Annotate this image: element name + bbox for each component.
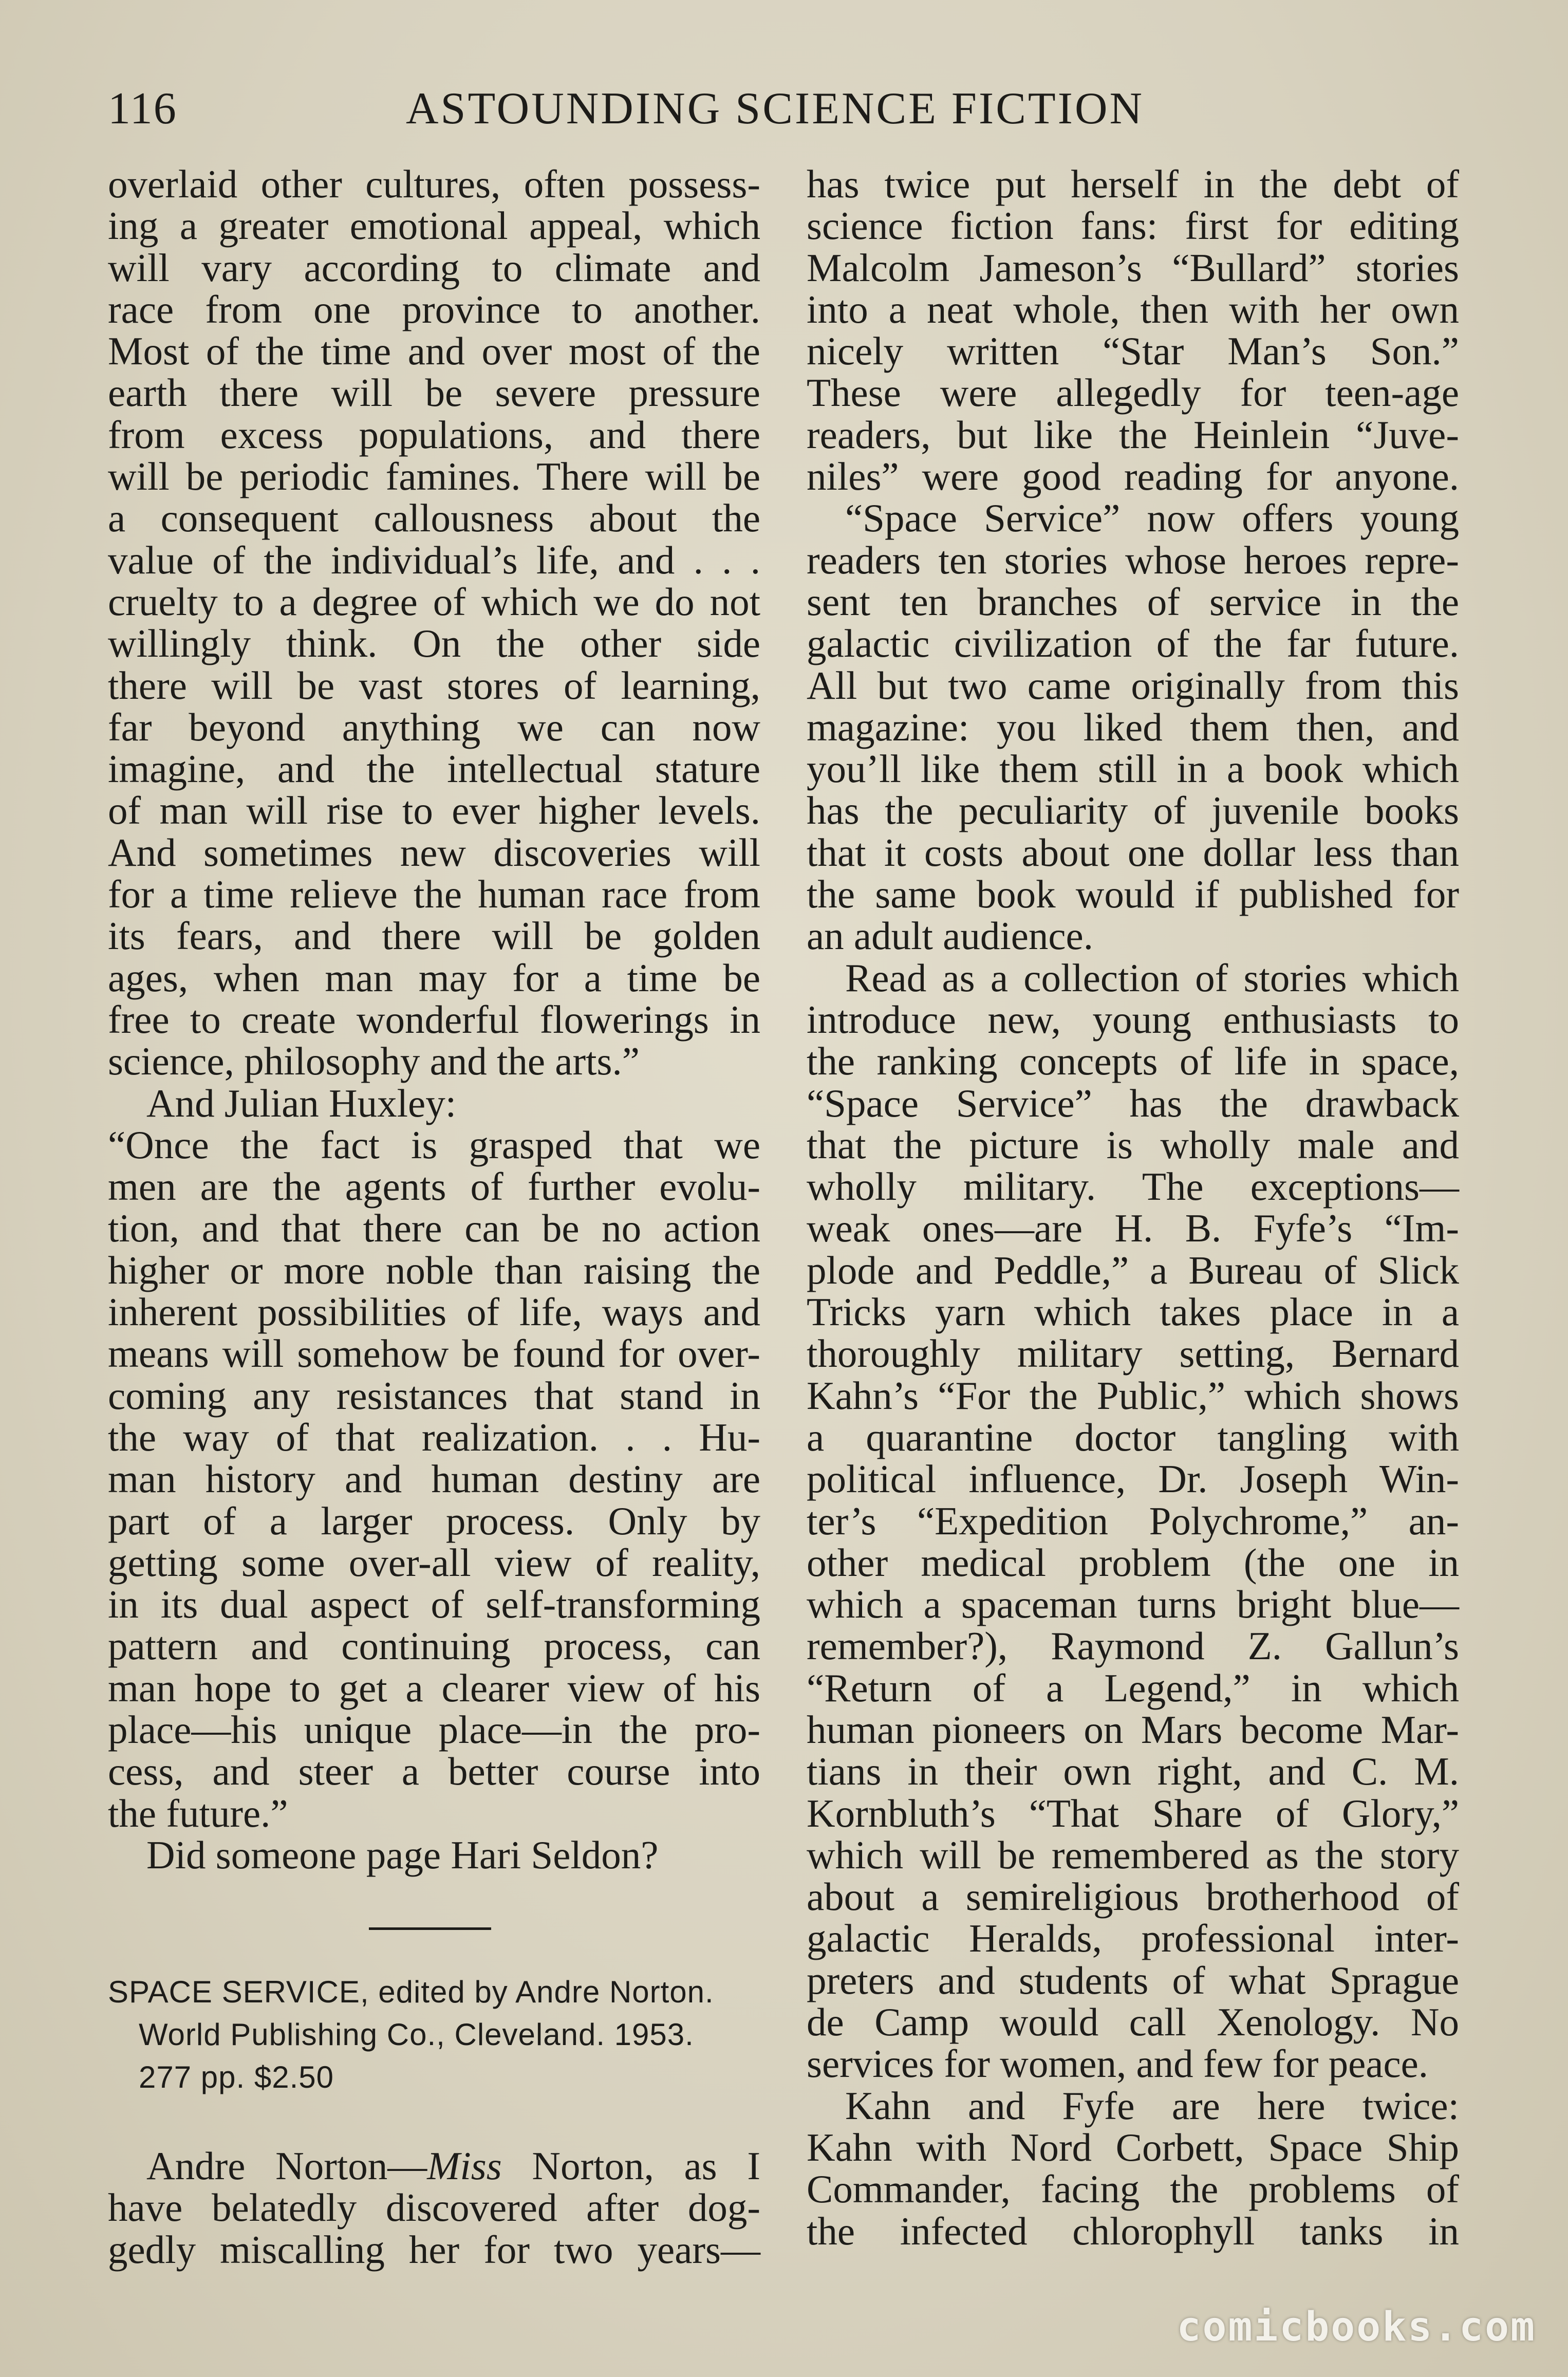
text-line: overlaid other cultures, often possess- bbox=[108, 162, 760, 206]
text-line: imagine, and the intellectual stature bbox=[108, 747, 760, 791]
text-line: “Once the fact is grasped that we bbox=[108, 1122, 760, 1167]
left-column-text bbox=[108, 163, 760, 1876]
text-line: Tricks yarn which takes place in a bbox=[807, 1290, 1459, 1334]
text-line: tians in their own right, and C. M. bbox=[807, 1749, 1459, 1794]
text-line: has twice put herself in the debt of bbox=[807, 162, 1459, 206]
text-line: All but two came originally from this bbox=[807, 663, 1459, 708]
text-line: cruelty to a degree of which we do not bbox=[108, 579, 760, 624]
text-line: into a neat whole, then with her own bbox=[807, 287, 1459, 331]
text-line: from excess populations, and there bbox=[108, 412, 760, 457]
text-line: galactic civilization of the far future. bbox=[807, 621, 1459, 666]
text-line: a quarantine doctor tangling with bbox=[807, 1415, 1459, 1459]
text-line: getting some over-all view of reality, bbox=[108, 1540, 760, 1585]
text-line: ing a greater emotional appeal, which bbox=[108, 203, 760, 248]
text-line: science fiction fans: first for editing bbox=[807, 203, 1459, 248]
text-line: “Return of a Legend,” in which bbox=[807, 1665, 1459, 1710]
text-line: the future.” bbox=[108, 1791, 288, 1835]
text-line: thoroughly military setting, Bernard bbox=[807, 1331, 1459, 1376]
text-line: there will be vast stores of learning, bbox=[108, 663, 760, 708]
text-line: readers ten stories whose heroes repre- bbox=[807, 537, 1459, 582]
text-line: of man will rise to ever higher levels. bbox=[108, 788, 760, 833]
text-line: “Space Service” now offers young bbox=[845, 496, 1459, 541]
text-line: Kahn and Fyfe are here twice: bbox=[845, 2083, 1459, 2128]
text-line: Did someone page Hari Seldon? bbox=[146, 1832, 659, 1877]
text-line: Malcolm Jameson’s “Bullard” stories bbox=[807, 245, 1459, 290]
text-line: man hope to get a clearer view of his bbox=[108, 1665, 760, 1710]
text-line: Andre Norton—Miss Norton, as I bbox=[146, 2144, 760, 2188]
text-line: inherent possibilities of life, ways and bbox=[108, 1290, 760, 1334]
text-line: And sometimes new discoveries will bbox=[108, 830, 760, 875]
right-column-text bbox=[807, 163, 1459, 2252]
text-line: race from one province to another. bbox=[108, 287, 760, 331]
text-line: sent ten branches of service in the bbox=[807, 579, 1459, 624]
text-line: Most of the time and over most of the bbox=[108, 329, 760, 374]
text-line: the ranking concepts of life in space, bbox=[807, 1039, 1459, 1084]
text-line: political influence, Dr. Joseph Win- bbox=[807, 1457, 1459, 1501]
text-line: And Julian Huxley: bbox=[146, 1081, 457, 1125]
text-line: in its dual aspect of self-transforming bbox=[108, 1582, 760, 1627]
text-line: for a time relieve the human race from bbox=[108, 872, 760, 917]
text-line: introduce new, young enthusiasts to bbox=[807, 997, 1459, 1042]
text-line: science, philosophy and the arts.” bbox=[108, 1039, 640, 1084]
review-heading-line: SPACE SERVICE, edited by Andre Norton. bbox=[108, 1975, 714, 2009]
text-line: have belatedly discovered after dog- bbox=[108, 2185, 760, 2230]
running-title: ASTOUNDING SCIENCE FICTION bbox=[406, 84, 1145, 134]
text-line: cess, and steer a better course into bbox=[108, 1749, 760, 1794]
text-line: the same book would if published for bbox=[807, 872, 1459, 917]
text-line: other medical problem (the one in bbox=[807, 1540, 1459, 1585]
text-line: earth there will be severe pressure bbox=[108, 370, 760, 415]
text-line: nicely written “Star Man’s Son.” bbox=[807, 329, 1459, 374]
text-line: de Camp would call Xenology. No bbox=[807, 2000, 1459, 2045]
page-number: 116 bbox=[108, 84, 177, 134]
text-line: readers, but like the Heinlein “Juve- bbox=[807, 412, 1459, 457]
text-line: remember?), Raymond Z. Gallun’s bbox=[807, 1624, 1459, 1668]
text-line: willingly think. On the other side bbox=[108, 621, 760, 666]
text-line: Kahn with Nord Corbett, Space Ship bbox=[807, 2125, 1459, 2169]
text-line: man history and human destiny are bbox=[108, 1457, 760, 1501]
text-line: ages, when man may for a time be bbox=[108, 955, 760, 1000]
text-line: the infected chlorophyll tanks in bbox=[807, 2208, 1459, 2253]
text-line: that the picture is wholly male and bbox=[807, 1122, 1459, 1167]
text-line: niles” were good reading for anyone. bbox=[807, 454, 1459, 499]
text-line: “Space Service” has the drawback bbox=[807, 1081, 1459, 1125]
text-line: These were allegedly for teen-age bbox=[807, 370, 1459, 415]
text-line: galactic Heralds, professional inter- bbox=[807, 1916, 1459, 1961]
text-line: coming any resistances that stand in bbox=[108, 1373, 760, 1418]
text-line: Kornbluth’s “That Share of Glory,” bbox=[807, 1791, 1459, 1835]
text-line: pattern and continuing process, can bbox=[108, 1624, 760, 1668]
text-line: wholly military. The exceptions— bbox=[807, 1164, 1459, 1209]
text-line: a consequent callousness about the bbox=[108, 496, 760, 541]
text-line: means will somehow be found for over- bbox=[108, 1331, 760, 1376]
site-watermark: comicbooks.com bbox=[1177, 2304, 1536, 2350]
text-line: Commander, facing the problems of bbox=[807, 2167, 1459, 2212]
review-heading-line: World Publishing Co., Cleveland. 1953. bbox=[139, 2017, 694, 2052]
review-heading bbox=[108, 1971, 766, 2099]
text-line: gedly miscalling her for two years— bbox=[108, 2227, 760, 2272]
text-line: will vary according to climate and bbox=[108, 245, 760, 290]
text-line: has the peculiarity of juvenile books bbox=[807, 788, 1459, 833]
text-line: place—his unique place—in the pro- bbox=[108, 1707, 760, 1752]
text-line: which will be remembered as the story bbox=[807, 1832, 1459, 1877]
text-line: Read as a collection of stories which bbox=[845, 955, 1459, 1000]
text-line: men are the agents of further evolu- bbox=[108, 1164, 760, 1209]
text-line: tion, and that there can be no action bbox=[108, 1206, 760, 1251]
text-line: weak ones—are H. B. Fyfe’s “Im- bbox=[807, 1206, 1459, 1251]
text-line: part of a larger process. Only by bbox=[108, 1498, 760, 1543]
review-opening-text bbox=[108, 2145, 760, 2271]
text-line: Kahn’s “For the Public,” which shows bbox=[807, 1373, 1459, 1418]
text-line: plode and Peddle,” a Bureau of Slick bbox=[807, 1248, 1459, 1292]
text-line: preters and students of what Sprague bbox=[807, 1958, 1459, 2002]
text-line: magazine: you liked them then, and bbox=[807, 704, 1459, 749]
text-line: will be periodic famines. There will be bbox=[108, 454, 760, 499]
text-line: far beyond anything we can now bbox=[108, 704, 760, 749]
text-line: that it costs about one dollar less than bbox=[807, 830, 1459, 875]
text-line: an adult audience. bbox=[807, 914, 1093, 958]
text-line: you’ll like them still in a book which bbox=[807, 747, 1459, 791]
section-divider bbox=[369, 1927, 491, 1930]
text-line: ter’s “Expedition Polychrome,” an- bbox=[807, 1498, 1459, 1543]
text-line: about a semireligious brotherhood of bbox=[807, 1874, 1459, 1919]
text-line: which a spaceman turns bright blue— bbox=[807, 1582, 1459, 1627]
text-line: human pioneers on Mars become Mar- bbox=[807, 1707, 1459, 1752]
text-line: the way of that realization. . . Hu- bbox=[108, 1415, 760, 1459]
review-heading-line: 277 pp. $2.50 bbox=[139, 2060, 334, 2094]
text-line: its fears, and there will be golden bbox=[108, 914, 760, 958]
text-line: higher or more noble than raising the bbox=[108, 1248, 760, 1292]
text-line: value of the individual’s life, and . . . bbox=[108, 537, 760, 582]
text-line: services for women, and few for peace. bbox=[807, 2041, 1429, 2086]
text-line: free to create wonderful flowerings in bbox=[108, 997, 760, 1042]
